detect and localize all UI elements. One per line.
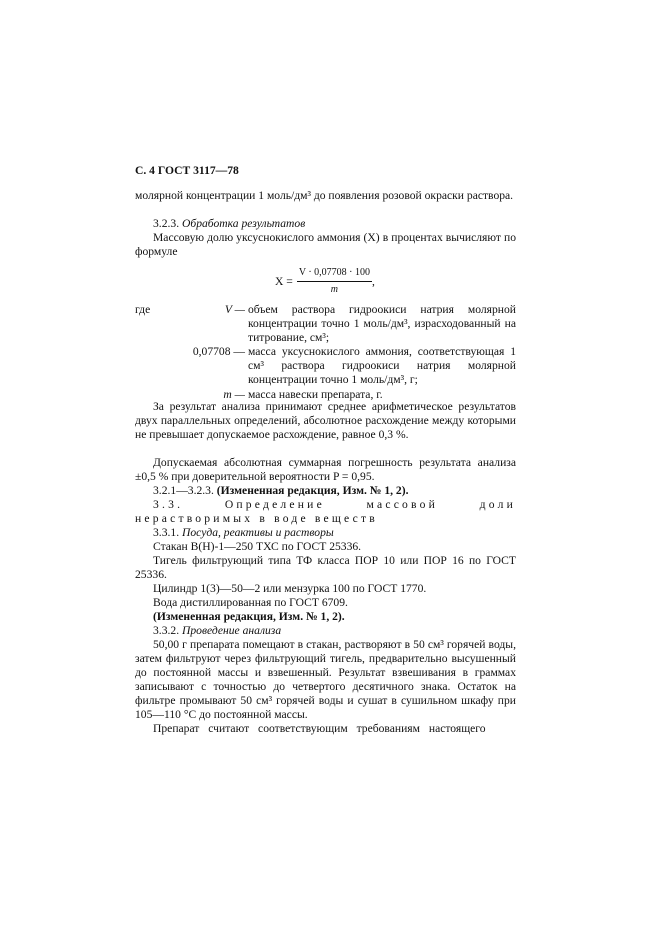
list-item: Цилиндр 1(3)—50—2 или мензурка 100 по ГОСТ 1770. xyxy=(153,582,427,595)
section-number: 3.3.1. xyxy=(153,526,180,539)
formula-fraction xyxy=(297,266,372,297)
formula-numerator: V · 0,07708 · 100 xyxy=(297,266,372,282)
section-3-3-1-heading xyxy=(135,526,516,540)
amendment-text: (Измененная редакция, Изм. № 1, 2). xyxy=(216,484,409,497)
section-title: Посуда, реактивы и растворы xyxy=(182,526,334,539)
paragraph-formula-intro: Массовую долю уксуснокислого аммония (X) в процентах вычисляют по формуле xyxy=(135,231,516,259)
definition-symbol: V — xyxy=(224,303,245,316)
formula-denominator: m xyxy=(330,284,339,296)
paragraph-procedure: 50,00 г препарата помещают в стакан, растворяют в 50 см³ горячей воды, затем фильтруют через фильтрующий тигель, предварительно высушенный до постоянной массы и взвешенный. Результат взвешивания в граммах записывают с точностью до четвертого десятичного знака. Остаток на фильтре промывают 50 см³ горячей воды и сушат в сушильном шкафу при 105—110 °С до постоянной массы. xyxy=(135,638,516,722)
definition-symbol: m — xyxy=(223,387,245,401)
definition-text: масса уксуснокислого аммония, соответствующая 1 см³ раствора гидроокиси натрия молярной концентрации точно 1 моль/дм³, г; xyxy=(248,345,516,387)
amendment-note-2: (Измененная редакция, Изм. № 1, 2). xyxy=(153,610,345,623)
definition-item xyxy=(135,345,516,387)
list-item: Стакан В(Н)-1—250 ТХС по ГОСТ 25336. xyxy=(153,540,362,553)
section-3-2-3-heading xyxy=(135,217,516,231)
definition-text: объем раствора гидроокиси натрия молярной концентрации точно 1 моль/дм³, израсходованный на титрование, см³; xyxy=(248,303,516,345)
section-title: Проведение анализа xyxy=(182,624,282,637)
section-number: 3.2.3. xyxy=(153,217,180,230)
formula-comma: , xyxy=(372,274,375,288)
amendment-range: 3.2.1—3.2.3. xyxy=(153,484,214,497)
section-title: Обработка результатов xyxy=(182,217,306,230)
definitions-list xyxy=(135,303,516,402)
paragraph-error: Допускаемая абсолютная суммарная погрешность результата анализа ±0,5 % при доверительной вероятности P = 0,95. xyxy=(135,456,516,484)
definition-text: масса навески препарата, г. xyxy=(248,387,383,401)
formula xyxy=(275,266,375,297)
page-header: С. 4 ГОСТ 3117—78 xyxy=(135,164,239,177)
amendment-note xyxy=(135,484,516,498)
definition-item xyxy=(135,303,516,345)
paragraph-result: За результат анализа принимают среднее арифметическое результатов двух параллельных определений, абсолютное расхождение между которыми не превышает допускаемое расхождение, равное 0,3 %. xyxy=(135,400,516,442)
formula-lhs: X = xyxy=(275,274,293,288)
paragraph-continuation: молярной концентрации 1 моль/дм³ до появления розовой окраски раствора. xyxy=(135,189,514,202)
list-item: Вода дистиллированная по ГОСТ 6709. xyxy=(153,596,348,609)
section-number: 3.3.2. xyxy=(153,624,180,637)
definition-symbol: 0,07708 — xyxy=(192,345,245,359)
section-3-3-heading: 3.3. Определение массовой доли нерастворимых в воде веществ xyxy=(135,498,516,526)
where-label: где xyxy=(135,303,151,316)
section-3-3-2-heading xyxy=(135,624,516,638)
paragraph-conclusion: Препарат считают соответствующим требованиям настоящего xyxy=(153,722,486,735)
list-item: Тигель фильтрующий типа ТФ класса ПОР 10 или ПОР 16 по ГОСТ 25336. xyxy=(135,554,516,582)
